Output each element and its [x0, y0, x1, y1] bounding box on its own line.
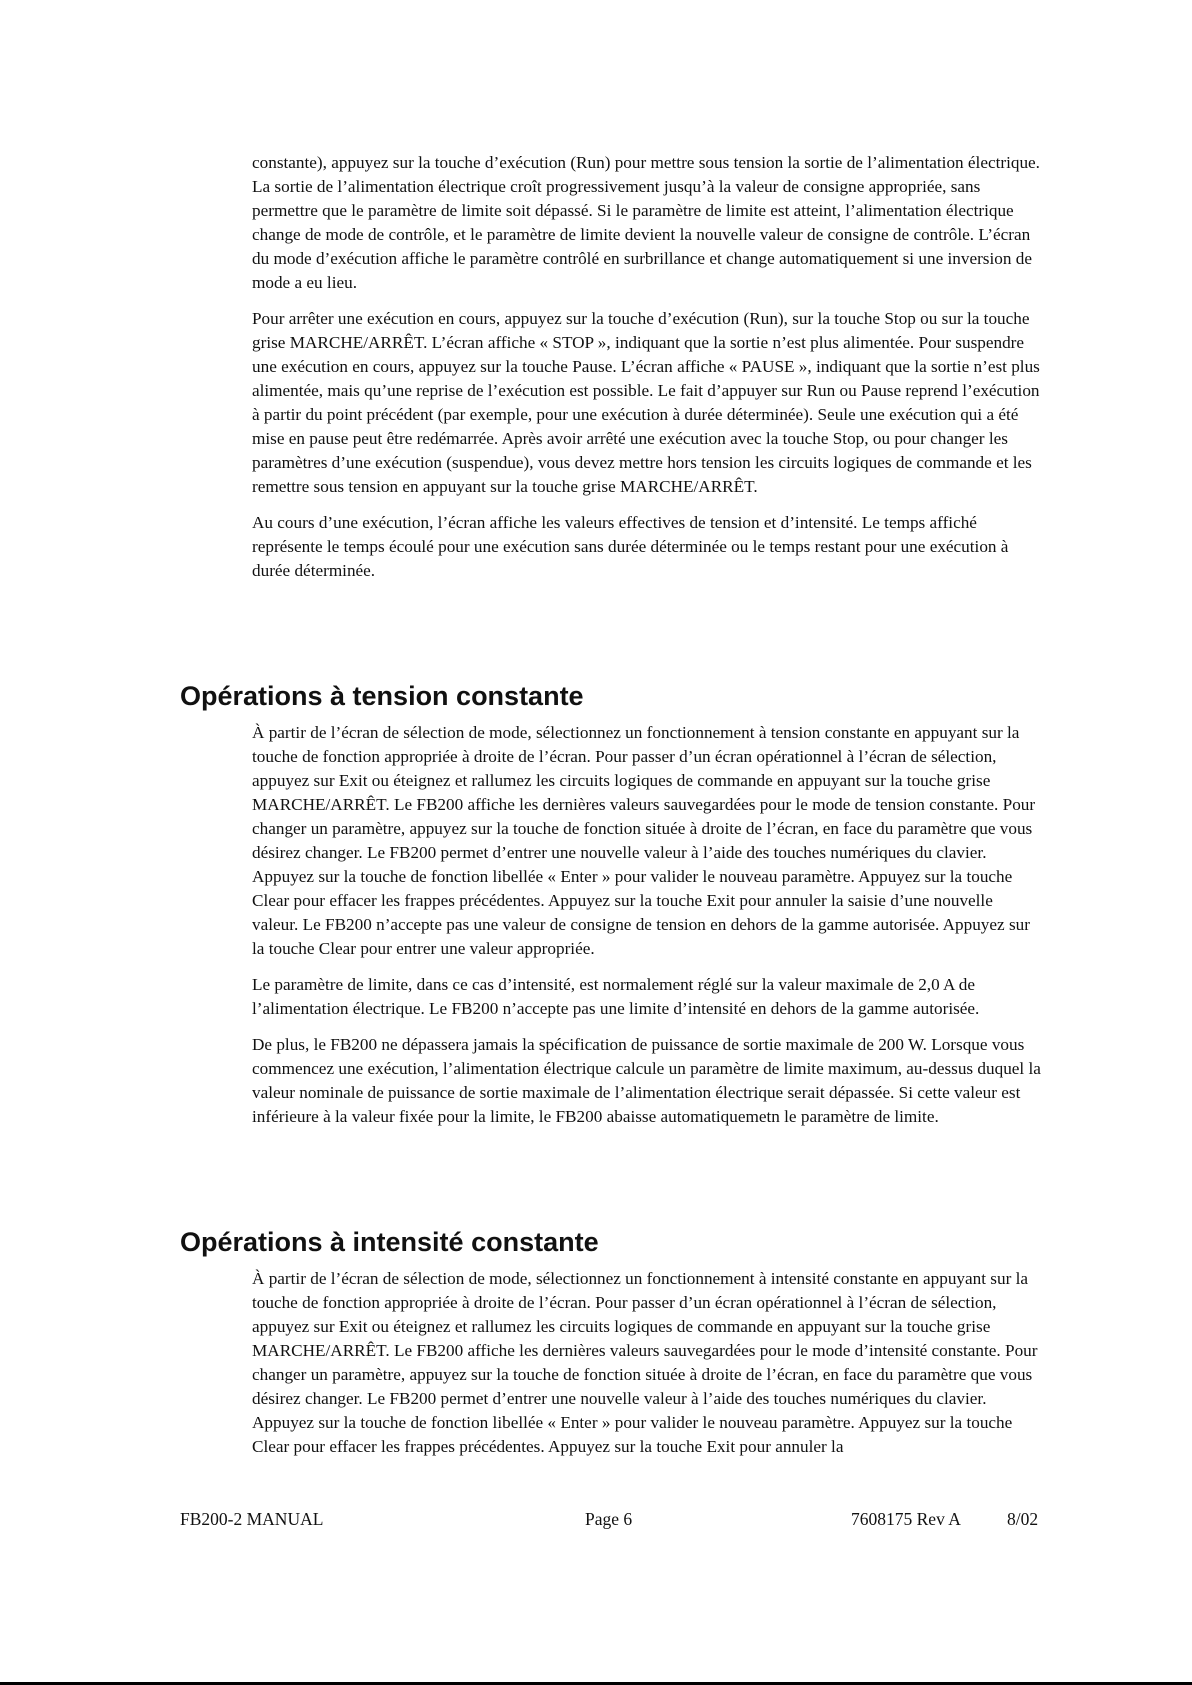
- section-intro-body: [252, 151, 1042, 595]
- paragraph-run-display: Au cours d’une exécution, l’écran affiche les valeurs effectives de tension et d’intensité. Le temps affiché représente le temps écoulé pour une exécution sans durée déterminée ou le temps restant pour une exécution à durée déterminée.: [252, 513, 1009, 580]
- section-constant-voltage-body: [252, 721, 1042, 1141]
- footer-manual-name: FB200-2 MANUAL: [180, 1509, 324, 1529]
- paragraph-current-limit: Le paramètre de limite, dans ce cas d’intensité, est normalement réglé sur la valeur maximale de 2,0 A de l’alimentation électrique. Le FB200 n’accepte pas une limite d’intensité en dehors de la gamme autorisée.: [252, 975, 980, 1018]
- heading-constant-voltage: Opérations à tension constante: [180, 681, 584, 711]
- footer-date: 8/02: [1007, 1509, 1039, 1529]
- paragraph-stop-pause: Pour arrêter une exécution en cours, appuyez sur la touche d’exécution (Run), sur la touche Stop ou sur la touche grise MARCHE/ARRÊT. L’écran affiche « STOP », indiquant que la sortie n’est plus alimentée. Pour suspendre une exécution en cours, appuyez sur la touche Pause. L’écran affiche « PAUSE », indiquant que la sortie n’est plus alimentée, mais qu’une reprise de l’exécution est possible. Le fait d’appuyer sur Run ou Pause reprend l’exécution à partir du point précédent (par exemple, pour une exécution à durée déterminée). Seule une exécution qui a été mise en pause peut être redémarrée. Après avoir arrêté une exécution avec la touche Stop, ou pour changer les paramètres d’une exécution (suspendue), vous devez mettre hors tension les circuits logiques de commande et les remettre sous tension en appuyant sur la touche grise MARCHE/ARRÊT.: [252, 309, 1040, 496]
- paragraph-voltage-mode-select: À partir de l’écran de sélection de mode, sélectionnez un fonctionnement à tension constante en appuyant sur la touche de fonction appropriée à droite de l’écran. Pour passer d’un écran opérationnel à l’écran de sélection, appuyez sur Exit ou éteignez et rallumez les circuits logiques de commande en appuyant sur la touche grise MARCHE/ARRÊT. Le FB200 affiche les dernières valeurs sauvegardées pour le mode de tension constante. Pour changer un paramètre, appuyez sur la touche de fonction située à droite de l’écran, en face du paramètre que vous désirez changer. Le FB200 permet d’entrer une nouvelle valeur à l’aide des touches numériques du clavier. Appuyez sur la touche de fonction libellée « Enter » pour valider le nouveau paramètre. Appuyez sur la touche Clear pour effacer les frappes précédentes. Appuyez sur la touche Exit pour annuler la saisie d’une nouvelle valeur. Le FB200 n’accepte pas une valeur de consigne de tension en dehors de la gamme autorisée. Appuyez sur la touche Clear pour entrer une valeur appropriée.: [252, 723, 1036, 958]
- paragraph-power-limit: De plus, le FB200 ne dépassera jamais la spécification de puissance de sortie maximale de 200 W. Lorsque vous commencez une exécution, l’alimentation électrique calcule un paramètre de limite maximum, au-dessus duquel la valeur nominale de puissance de sortie maximale de l’alimentation électrique serait dépassée. Si cette valeur est inférieure à la valeur fixée pour la limite, le FB200 abaisse automatiquemetn le paramètre de limite.: [252, 1035, 1041, 1126]
- footer-revision: 7608175 Rev A: [851, 1509, 961, 1529]
- heading-constant-current: Opérations à intensité constante: [180, 1227, 599, 1257]
- paragraph-current-mode-select: À partir de l’écran de sélection de mode, sélectionnez un fonctionnement à intensité constante en appuyant sur la touche de fonction appropriée à droite de l’écran. Pour passer d’un écran opérationnel à l’écran de sélection, appuyez sur Exit ou éteignez et rallumez les circuits logiques de commande en appuyant sur la touche grise MARCHE/ARRÊT. Le FB200 affiche les dernières valeurs sauvegardées pour le mode d’intensité constante. Pour changer un paramètre, appuyez sur la touche de fonction située à droite de l’écran, en face du paramètre que vous désirez changer. Le FB200 permet d’entrer une nouvelle valeur à l’aide des touches numériques du clavier. Appuyez sur la touche de fonction libellée « Enter » pour valider le nouveau paramètre. Appuyez sur la touche Clear pour effacer les frappes précédentes. Appuyez sur la touche Exit pour annuler la: [252, 1269, 1038, 1456]
- footer-page-number: Page 6: [585, 1509, 633, 1529]
- paragraph-run-output: constante), appuyez sur la touche d’exécution (Run) pour mettre sous tension la sortie de l’alimentation électrique. La sortie de l’alimentation électrique croît progressivement jusqu’à la valeur de consigne appropriée, sans permettre que le paramètre de limite soit dépassé. Si le paramètre de limite est atteint, l’alimentation électrique change de mode de contrôle, et le paramètre de limite devient la nouvelle valeur de consigne de contrôle. L’écran du mode d’exécution affiche le paramètre contrôlé en surbrillance et change automatiquement si une inversion de mode a eu lieu.: [252, 153, 1040, 292]
- section-constant-current-body: [252, 1267, 1042, 1471]
